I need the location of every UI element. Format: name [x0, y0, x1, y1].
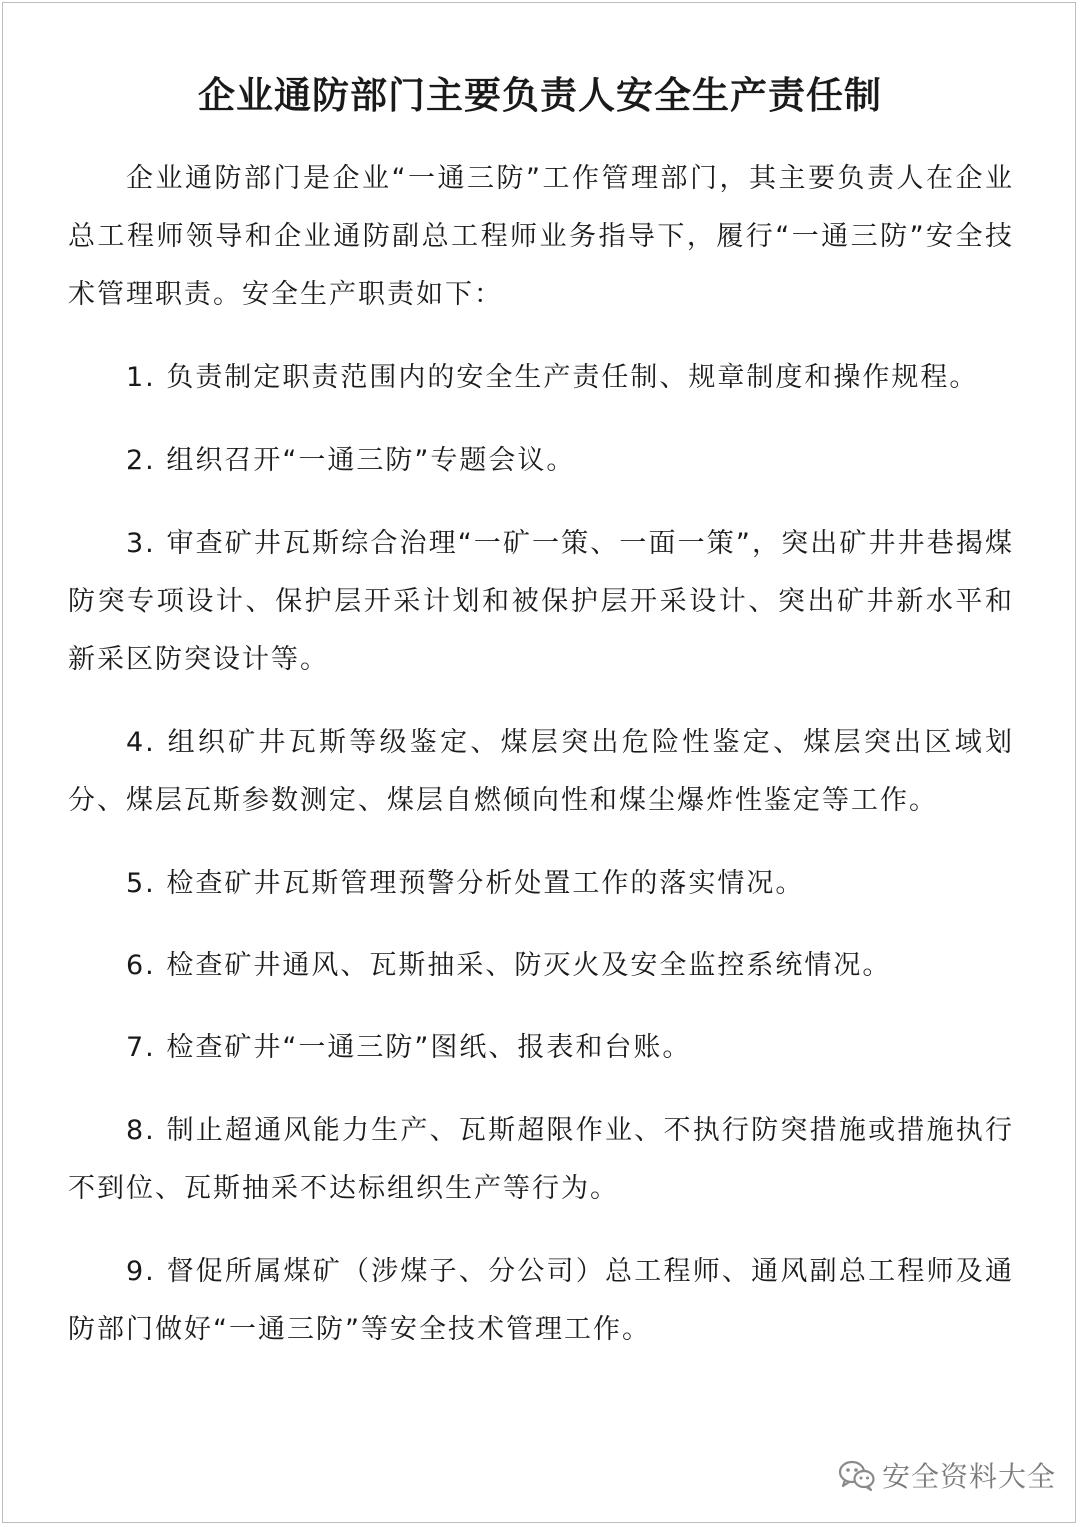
watermark — [838, 1455, 1056, 1495]
duty-item-9: 9. 督促所属煤矿（涉煤子、分公司）总工程师、通风副总工程师及通防部门做好“一通三防”等安全技术管理工作。 — [68, 1256, 1014, 1345]
intro-paragraph: 企业通防部门是企业“一通三防”工作管理部门，其主要负责人在企业总工程师领导和企业通防副总工程师业务指导下，履行“一通三防”安全技术管理职责。安全生产职责如下： — [68, 163, 1014, 310]
duty-item-2: 2. 组织召开“一通三防”专题会议。 — [126, 445, 576, 476]
duty-item-1: 1. 负责制定职责范围内的安全生产责任制、规章制度和操作规程。 — [126, 362, 979, 393]
document-body — [68, 150, 1014, 1359]
duty-item-6: 6. 检查矿井通风、瓦斯抽采、防灭火及安全监控系统情况。 — [126, 950, 892, 981]
duty-item-7: 7. 检查矿井“一通三防”图纸、报表和台账。 — [126, 1032, 692, 1063]
duty-item-4: 4. 组织矿井瓦斯等级鉴定、煤层突出危险性鉴定、煤层突出区域划分、煤层瓦斯参数测定、煤层自燃倾向性和煤尘爆炸性鉴定等工作。 — [68, 727, 1014, 816]
watermark-text: 安全资料大全 — [882, 1460, 1057, 1493]
document-title: 企业通防部门主要负责人安全生产责任制 — [198, 74, 882, 117]
duty-item-3: 3. 审查矿井瓦斯综合治理“一矿一策、一面一策”，突出矿井井巷揭煤防突专项设计、保护层开采计划和被保护层开采设计、突出矿井新水平和新采区防突设计等。 — [68, 528, 1014, 675]
duty-item-8: 8. 制止超通风能力生产、瓦斯超限作业、不执行防突措施或措施执行不到位、瓦斯抽采不达标组织生产等行为。 — [68, 1115, 1014, 1204]
wechat-icon — [838, 1459, 876, 1491]
duty-item-5: 5. 检查矿井瓦斯管理预警分析处置工作的落实情况。 — [126, 868, 805, 899]
